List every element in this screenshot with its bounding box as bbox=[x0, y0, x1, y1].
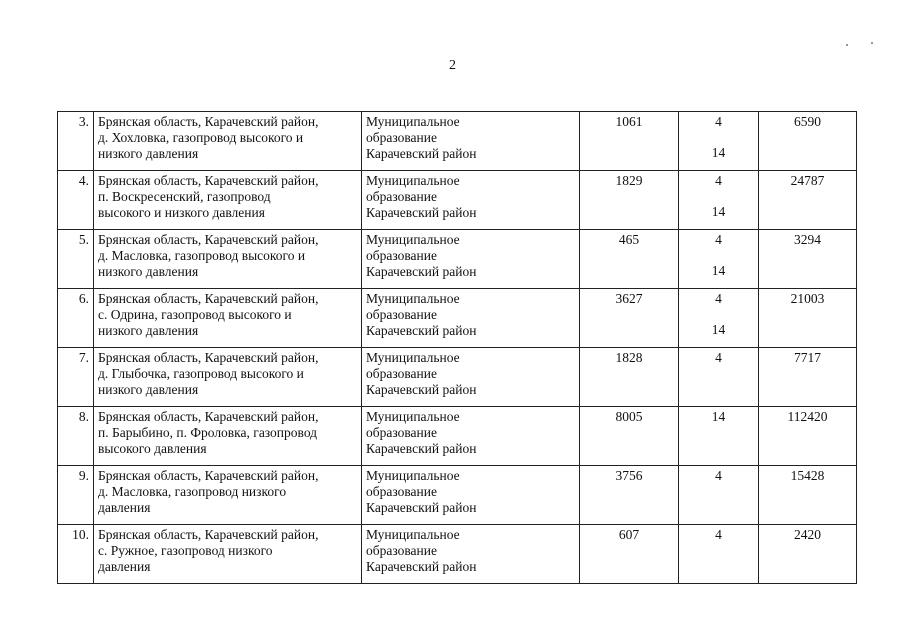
category-cell bbox=[679, 348, 759, 407]
owner-line: образование bbox=[366, 307, 437, 322]
table-row bbox=[58, 171, 857, 230]
category-cell bbox=[679, 171, 759, 230]
address-line: Брянская область, Карачевский район, bbox=[98, 291, 319, 306]
address-line: с. Ружное, газопровод низкого bbox=[98, 543, 273, 558]
owner-line: Муниципальное bbox=[366, 409, 460, 424]
address-cell bbox=[94, 289, 362, 348]
length-cell bbox=[580, 348, 679, 407]
length-value: 1061 bbox=[615, 114, 643, 129]
address-line: п. Воскресенский, газопровод bbox=[98, 189, 271, 204]
sum-value: 15428 bbox=[790, 468, 825, 483]
address-line: д. Глыбочка, газопровод высокого и bbox=[98, 366, 304, 381]
table-row bbox=[58, 348, 857, 407]
sum-cell bbox=[759, 289, 857, 348]
sum-value: 7717 bbox=[794, 350, 821, 365]
category-cell bbox=[679, 289, 759, 348]
category-cell bbox=[679, 466, 759, 525]
owner-cell bbox=[362, 289, 580, 348]
length-cell bbox=[580, 230, 679, 289]
address-line: низкого давления bbox=[98, 382, 199, 397]
owner-line: Карачевский район bbox=[366, 146, 477, 161]
length-value: 1828 bbox=[615, 350, 643, 365]
length-value: 3756 bbox=[615, 468, 643, 483]
owner-cell bbox=[362, 348, 580, 407]
owner-line: Карачевский район bbox=[366, 500, 477, 515]
row-number: 7. bbox=[78, 350, 89, 365]
address-cell bbox=[94, 230, 362, 289]
row-number: 6. bbox=[78, 291, 89, 306]
length-cell bbox=[580, 289, 679, 348]
row-number-cell bbox=[58, 230, 94, 289]
row-number-cell bbox=[58, 289, 94, 348]
owner-line: образование bbox=[366, 484, 437, 499]
category-value-second: 14 bbox=[711, 204, 726, 219]
table-row bbox=[58, 289, 857, 348]
category-value-second: 14 bbox=[711, 263, 726, 278]
row-number-cell bbox=[58, 407, 94, 466]
row-number-cell bbox=[58, 171, 94, 230]
sum-value: 24787 bbox=[790, 173, 825, 188]
row-number: 9. bbox=[78, 468, 89, 483]
address-line: низкого давления bbox=[98, 323, 199, 338]
row-number: 10. bbox=[72, 527, 89, 542]
owner-line: Муниципальное bbox=[366, 291, 460, 306]
sum-value: 3294 bbox=[794, 232, 821, 247]
scan-speck bbox=[846, 44, 848, 46]
address-line: Брянская область, Карачевский район, bbox=[98, 409, 319, 424]
address-line: низкого давления bbox=[98, 146, 199, 161]
category-cell bbox=[679, 230, 759, 289]
owner-line: образование bbox=[366, 425, 437, 440]
table-row bbox=[58, 112, 857, 171]
address-cell bbox=[94, 525, 362, 584]
address-cell bbox=[94, 112, 362, 171]
owner-line: Карачевский район bbox=[366, 205, 477, 220]
category-value: 4 bbox=[715, 468, 722, 483]
owner-line: Карачевский район bbox=[366, 382, 477, 397]
sum-cell bbox=[759, 525, 857, 584]
address-line: давления bbox=[98, 559, 151, 574]
owner-line: Карачевский район bbox=[366, 559, 477, 574]
sum-cell bbox=[759, 112, 857, 171]
length-value: 465 bbox=[618, 232, 640, 247]
length-cell bbox=[580, 112, 679, 171]
owner-line: Муниципальное bbox=[366, 468, 460, 483]
owner-line: Карачевский район bbox=[366, 441, 477, 456]
category-cell bbox=[679, 112, 759, 171]
length-value: 8005 bbox=[615, 409, 643, 424]
address-cell bbox=[94, 466, 362, 525]
row-number-cell bbox=[58, 525, 94, 584]
owner-line: Муниципальное bbox=[366, 350, 460, 365]
table-row bbox=[58, 407, 857, 466]
sum-value: 21003 bbox=[790, 291, 825, 306]
owner-line: Муниципальное bbox=[366, 232, 460, 247]
address-line: д. Масловка, газопровод низкого bbox=[98, 484, 287, 499]
address-line: д. Масловка, газопровод высокого и bbox=[98, 248, 306, 263]
owner-line: Карачевский район bbox=[366, 323, 477, 338]
address-line: Брянская область, Карачевский район, bbox=[98, 173, 319, 188]
address-line: п. Барыбино, п. Фроловка, газопровод bbox=[98, 425, 318, 440]
table-body bbox=[58, 112, 857, 584]
category-value: 4 bbox=[715, 232, 722, 247]
page-number: 2 bbox=[449, 58, 456, 73]
address-line: Брянская область, Карачевский район, bbox=[98, 350, 319, 365]
row-number: 3. bbox=[78, 114, 89, 129]
address-line: давления bbox=[98, 500, 151, 515]
owner-cell bbox=[362, 466, 580, 525]
row-number: 4. bbox=[78, 173, 89, 188]
length-cell bbox=[580, 525, 679, 584]
table-row bbox=[58, 230, 857, 289]
sum-value: 6590 bbox=[794, 114, 821, 129]
length-value: 607 bbox=[618, 527, 640, 542]
address-line: с. Одрина, газопровод высокого и bbox=[98, 307, 292, 322]
address-cell bbox=[94, 407, 362, 466]
category-value: 4 bbox=[715, 173, 722, 188]
row-number: 8. bbox=[78, 409, 89, 424]
table-row bbox=[58, 525, 857, 584]
owner-cell bbox=[362, 525, 580, 584]
sum-value: 2420 bbox=[794, 527, 821, 542]
owner-cell bbox=[362, 230, 580, 289]
category-value: 4 bbox=[715, 527, 722, 542]
address-line: Брянская область, Карачевский район, bbox=[98, 527, 319, 542]
owner-line: образование bbox=[366, 248, 437, 263]
sum-value: 112420 bbox=[787, 409, 828, 424]
owner-line: Муниципальное bbox=[366, 173, 460, 188]
address-line: высокого давления bbox=[98, 441, 207, 456]
sum-cell bbox=[759, 407, 857, 466]
owner-cell bbox=[362, 112, 580, 171]
sum-cell bbox=[759, 348, 857, 407]
table-row bbox=[58, 466, 857, 525]
length-value: 1829 bbox=[615, 173, 643, 188]
owner-line: образование bbox=[366, 189, 437, 204]
address-cell bbox=[94, 171, 362, 230]
category-cell bbox=[679, 525, 759, 584]
length-cell bbox=[580, 171, 679, 230]
category-value-second: 14 bbox=[711, 322, 726, 337]
address-line: высокого и низкого давления bbox=[98, 205, 265, 220]
address-line: низкого давления bbox=[98, 264, 199, 279]
owner-line: Карачевский район bbox=[366, 264, 477, 279]
row-number-cell bbox=[58, 112, 94, 171]
address-cell bbox=[94, 348, 362, 407]
owner-cell bbox=[362, 407, 580, 466]
owner-line: Муниципальное bbox=[366, 114, 460, 129]
length-cell bbox=[580, 407, 679, 466]
owner-line: Муниципальное bbox=[366, 527, 460, 542]
row-number-cell bbox=[58, 348, 94, 407]
owner-cell bbox=[362, 171, 580, 230]
row-number: 5. bbox=[78, 232, 89, 247]
category-value: 14 bbox=[711, 409, 726, 424]
address-line: д. Хохловка, газопровод высокого и bbox=[98, 130, 304, 145]
sum-cell bbox=[759, 466, 857, 525]
category-cell bbox=[679, 407, 759, 466]
sum-cell bbox=[759, 171, 857, 230]
length-value: 3627 bbox=[615, 291, 643, 306]
scan-speck bbox=[871, 42, 873, 44]
address-line: Брянская область, Карачевский район, bbox=[98, 468, 319, 483]
address-line: Брянская область, Карачевский район, bbox=[98, 232, 319, 247]
row-number-cell bbox=[58, 466, 94, 525]
category-value: 4 bbox=[715, 291, 722, 306]
owner-line: образование bbox=[366, 366, 437, 381]
category-value: 4 bbox=[715, 114, 722, 129]
category-value-second: 14 bbox=[711, 145, 726, 160]
owner-line: образование bbox=[366, 543, 437, 558]
sum-cell bbox=[759, 230, 857, 289]
address-line: Брянская область, Карачевский район, bbox=[98, 114, 319, 129]
category-value: 4 bbox=[715, 350, 722, 365]
length-cell bbox=[580, 466, 679, 525]
owner-line: образование bbox=[366, 130, 437, 145]
objects-table bbox=[57, 111, 857, 584]
